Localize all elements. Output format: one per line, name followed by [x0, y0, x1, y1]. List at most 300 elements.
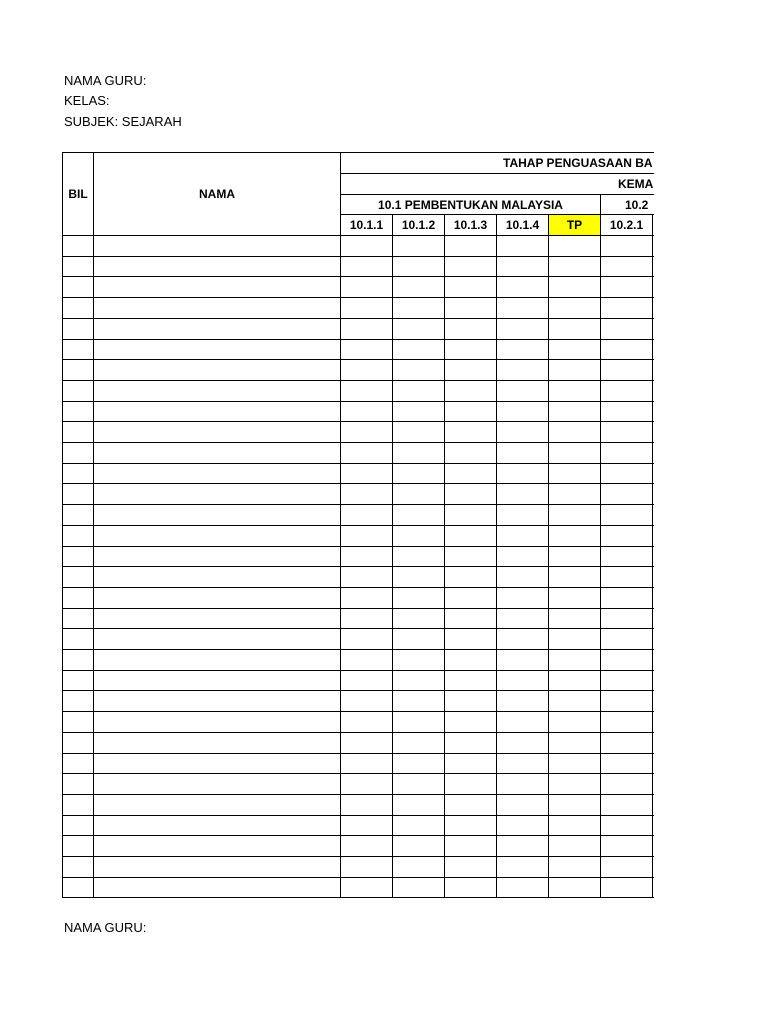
score-cell[interactable]	[496, 546, 549, 567]
bil-cell[interactable]	[62, 711, 94, 733]
score-cell[interactable]	[600, 359, 653, 381]
score-cell[interactable]	[444, 339, 497, 360]
score-cell[interactable]	[496, 483, 549, 505]
nama-cell[interactable]	[93, 483, 341, 505]
score-cell[interactable]	[548, 628, 601, 650]
score-cell[interactable]	[496, 835, 549, 857]
score-cell[interactable]	[444, 753, 497, 774]
nama-cell[interactable]	[93, 297, 341, 319]
score-cell[interactable]	[652, 773, 654, 795]
score-cell[interactable]	[392, 483, 445, 505]
bil-cell[interactable]	[62, 732, 94, 754]
score-cell[interactable]	[600, 546, 653, 567]
score-cell[interactable]	[340, 483, 393, 505]
score-cell[interactable]	[652, 421, 654, 443]
score-cell[interactable]	[548, 566, 601, 588]
score-cell[interactable]	[548, 297, 601, 319]
score-cell[interactable]	[548, 773, 601, 795]
bil-cell[interactable]	[62, 256, 94, 277]
score-cell[interactable]	[652, 401, 654, 422]
score-cell[interactable]	[600, 380, 653, 402]
bil-cell[interactable]	[62, 463, 94, 484]
score-cell[interactable]	[496, 856, 549, 878]
score-cell[interactable]	[652, 504, 654, 526]
score-cell[interactable]	[652, 463, 654, 484]
score-cell[interactable]	[600, 608, 653, 629]
score-cell[interactable]	[548, 877, 601, 898]
score-cell[interactable]	[652, 546, 654, 567]
score-cell[interactable]	[444, 421, 497, 443]
score-cell[interactable]	[444, 566, 497, 588]
score-cell[interactable]	[444, 546, 497, 567]
bil-cell[interactable]	[62, 380, 94, 402]
score-cell[interactable]	[392, 235, 445, 257]
bil-cell[interactable]	[62, 235, 94, 257]
score-cell[interactable]	[600, 318, 653, 340]
score-cell[interactable]	[392, 442, 445, 464]
score-cell[interactable]	[392, 587, 445, 609]
score-cell[interactable]	[496, 339, 549, 360]
bil-cell[interactable]	[62, 276, 94, 298]
score-cell[interactable]	[496, 649, 549, 671]
bil-cell[interactable]	[62, 546, 94, 567]
bil-cell[interactable]	[62, 318, 94, 340]
score-cell[interactable]	[600, 442, 653, 464]
score-cell[interactable]	[392, 608, 445, 629]
score-cell[interactable]	[600, 587, 653, 609]
nama-cell[interactable]	[93, 359, 341, 381]
score-cell[interactable]	[496, 359, 549, 381]
bil-cell[interactable]	[62, 815, 94, 836]
score-cell[interactable]	[340, 297, 393, 319]
score-cell[interactable]	[496, 256, 549, 277]
score-cell[interactable]	[444, 711, 497, 733]
score-cell[interactable]	[496, 670, 549, 691]
score-cell[interactable]	[392, 794, 445, 816]
bil-cell[interactable]	[62, 566, 94, 588]
nama-cell[interactable]	[93, 380, 341, 402]
score-cell[interactable]	[392, 753, 445, 774]
score-cell[interactable]	[652, 483, 654, 505]
score-cell[interactable]	[652, 877, 654, 898]
score-cell[interactable]	[496, 628, 549, 650]
score-cell[interactable]	[600, 649, 653, 671]
score-cell[interactable]	[548, 835, 601, 857]
nama-cell[interactable]	[93, 401, 341, 422]
score-cell[interactable]	[548, 359, 601, 381]
score-cell[interactable]	[444, 608, 497, 629]
nama-cell[interactable]	[93, 815, 341, 836]
score-cell[interactable]	[548, 483, 601, 505]
score-cell[interactable]	[600, 690, 653, 712]
score-cell[interactable]	[600, 256, 653, 277]
score-cell[interactable]	[340, 794, 393, 816]
score-cell[interactable]	[600, 670, 653, 691]
bil-cell[interactable]	[62, 421, 94, 443]
bil-cell[interactable]	[62, 856, 94, 878]
score-cell[interactable]	[600, 525, 653, 547]
score-cell[interactable]	[444, 670, 497, 691]
nama-cell[interactable]	[93, 628, 341, 650]
score-cell[interactable]	[652, 649, 654, 671]
score-cell[interactable]	[548, 525, 601, 547]
score-cell[interactable]	[548, 256, 601, 277]
score-cell[interactable]	[548, 546, 601, 567]
footer-teacher-label: NAMA GURU:	[64, 920, 147, 935]
score-cell[interactable]	[496, 608, 549, 629]
score-cell[interactable]	[496, 877, 549, 898]
score-cell[interactable]	[652, 566, 654, 588]
score-cell[interactable]	[340, 815, 393, 836]
score-cell[interactable]	[444, 815, 497, 836]
score-cell[interactable]	[496, 690, 549, 712]
score-cell[interactable]	[652, 318, 654, 340]
bil-cell[interactable]	[62, 773, 94, 795]
score-cell[interactable]	[600, 504, 653, 526]
score-cell[interactable]	[340, 628, 393, 650]
score-cell[interactable]	[444, 380, 497, 402]
score-cell[interactable]	[652, 670, 654, 691]
score-cell[interactable]	[444, 297, 497, 319]
score-cell[interactable]	[340, 463, 393, 484]
score-cell[interactable]	[600, 566, 653, 588]
bil-cell[interactable]	[62, 587, 94, 609]
score-cell[interactable]	[600, 877, 653, 898]
score-cell[interactable]	[392, 690, 445, 712]
score-cell[interactable]	[496, 297, 549, 319]
score-cell[interactable]	[444, 835, 497, 857]
nama-cell[interactable]	[93, 711, 341, 733]
score-cell[interactable]	[444, 773, 497, 795]
score-cell[interactable]	[496, 401, 549, 422]
nama-cell[interactable]	[93, 649, 341, 671]
nama-cell[interactable]	[93, 794, 341, 816]
nama-cell[interactable]	[93, 670, 341, 691]
score-cell[interactable]	[600, 235, 653, 257]
score-cell[interactable]	[652, 815, 654, 836]
score-cell[interactable]	[548, 339, 601, 360]
score-cell[interactable]	[392, 359, 445, 381]
score-cell[interactable]	[340, 256, 393, 277]
score-cell[interactable]	[496, 732, 549, 754]
score-cell[interactable]	[548, 318, 601, 340]
bil-cell[interactable]	[62, 483, 94, 505]
score-cell[interactable]	[340, 773, 393, 795]
score-cell[interactable]	[392, 401, 445, 422]
score-cell[interactable]	[340, 835, 393, 857]
bil-cell[interactable]	[62, 835, 94, 857]
nama-cell[interactable]	[93, 856, 341, 878]
score-cell[interactable]	[444, 649, 497, 671]
bil-cell[interactable]	[62, 442, 94, 464]
score-cell[interactable]	[340, 504, 393, 526]
score-cell[interactable]	[392, 732, 445, 754]
bil-cell[interactable]	[62, 359, 94, 381]
score-cell[interactable]	[340, 690, 393, 712]
header-bil: BIL	[62, 152, 94, 236]
score-cell[interactable]	[392, 815, 445, 836]
score-cell[interactable]	[652, 235, 654, 257]
score-cell[interactable]	[548, 421, 601, 443]
header-group-1: 10.1 PEMBENTUKAN MALAYSIA	[340, 194, 601, 215]
score-cell[interactable]	[392, 773, 445, 795]
score-cell[interactable]	[652, 380, 654, 402]
bil-cell[interactable]	[62, 690, 94, 712]
bil-cell[interactable]	[62, 753, 94, 774]
score-cell[interactable]	[652, 835, 654, 857]
score-cell[interactable]	[392, 297, 445, 319]
score-cell[interactable]	[392, 421, 445, 443]
score-cell[interactable]	[340, 235, 393, 257]
score-cell[interactable]	[340, 339, 393, 360]
bil-cell[interactable]	[62, 670, 94, 691]
score-cell[interactable]	[652, 587, 654, 609]
score-cell[interactable]	[444, 732, 497, 754]
score-cell[interactable]	[548, 690, 601, 712]
score-cell[interactable]	[600, 773, 653, 795]
nama-cell[interactable]	[93, 463, 341, 484]
score-cell[interactable]	[548, 732, 601, 754]
score-cell[interactable]	[600, 401, 653, 422]
score-cell[interactable]	[392, 835, 445, 857]
bil-cell[interactable]	[62, 504, 94, 526]
bil-cell[interactable]	[62, 297, 94, 319]
nama-cell[interactable]	[93, 732, 341, 754]
nama-cell[interactable]	[93, 525, 341, 547]
score-cell[interactable]	[548, 401, 601, 422]
subheader-tp: TP	[548, 214, 601, 236]
score-cell[interactable]	[652, 359, 654, 381]
score-cell[interactable]	[548, 711, 601, 733]
subheader-10-1-1: 10.1.1	[340, 214, 393, 236]
score-cell[interactable]	[548, 463, 601, 484]
header-subtitle: KEMA	[340, 173, 654, 195]
score-cell[interactable]	[652, 442, 654, 464]
score-cell[interactable]	[600, 815, 653, 836]
subheader-10-1-4: 10.1.4	[496, 214, 549, 236]
score-cell[interactable]	[392, 339, 445, 360]
score-cell[interactable]	[652, 297, 654, 319]
score-cell[interactable]	[340, 525, 393, 547]
nama-cell[interactable]	[93, 587, 341, 609]
score-cell[interactable]	[444, 318, 497, 340]
bil-cell[interactable]	[62, 608, 94, 629]
score-cell[interactable]	[340, 670, 393, 691]
score-cell[interactable]	[600, 711, 653, 733]
score-cell[interactable]	[652, 753, 654, 774]
score-cell[interactable]	[652, 256, 654, 277]
bil-cell[interactable]	[62, 525, 94, 547]
score-cell[interactable]	[340, 856, 393, 878]
nama-cell[interactable]	[93, 690, 341, 712]
score-cell[interactable]	[600, 421, 653, 443]
score-cell[interactable]	[496, 463, 549, 484]
score-cell[interactable]	[392, 877, 445, 898]
nama-cell[interactable]	[93, 546, 341, 567]
score-cell[interactable]	[600, 794, 653, 816]
nama-cell[interactable]	[93, 339, 341, 360]
score-cell[interactable]	[340, 608, 393, 629]
score-cell[interactable]	[600, 732, 653, 754]
score-cell[interactable]	[340, 711, 393, 733]
score-cell[interactable]	[548, 380, 601, 402]
nama-cell[interactable]	[93, 318, 341, 340]
score-cell[interactable]	[340, 732, 393, 754]
score-cell[interactable]	[496, 525, 549, 547]
score-cell[interactable]	[496, 276, 549, 298]
bil-cell[interactable]	[62, 794, 94, 816]
score-cell[interactable]	[444, 877, 497, 898]
score-cell[interactable]	[392, 256, 445, 277]
score-cell[interactable]	[444, 794, 497, 816]
score-cell[interactable]	[548, 504, 601, 526]
score-cell[interactable]	[444, 856, 497, 878]
score-cell[interactable]	[444, 276, 497, 298]
class-label: KELAS:	[64, 93, 110, 108]
nama-cell[interactable]	[93, 442, 341, 464]
score-cell[interactable]	[444, 690, 497, 712]
score-cell[interactable]	[340, 546, 393, 567]
score-cell[interactable]	[496, 815, 549, 836]
score-cell[interactable]	[392, 525, 445, 547]
nama-cell[interactable]	[93, 835, 341, 857]
score-cell[interactable]	[652, 628, 654, 650]
score-cell[interactable]	[340, 877, 393, 898]
score-cell[interactable]	[600, 856, 653, 878]
score-cell[interactable]	[444, 401, 497, 422]
score-cell[interactable]	[652, 608, 654, 629]
score-cell[interactable]	[340, 401, 393, 422]
score-cell[interactable]	[392, 566, 445, 588]
score-cell[interactable]	[496, 442, 549, 464]
subject-label: SUBJEK: SEJARAH	[64, 114, 182, 129]
score-cell[interactable]	[496, 566, 549, 588]
header-nama: NAMA	[93, 152, 341, 236]
score-cell[interactable]	[392, 463, 445, 484]
score-cell[interactable]	[652, 794, 654, 816]
score-cell[interactable]	[652, 276, 654, 298]
score-cell[interactable]	[496, 794, 549, 816]
score-cell[interactable]	[496, 235, 549, 257]
nama-cell[interactable]	[93, 235, 341, 257]
score-cell[interactable]	[548, 670, 601, 691]
score-cell[interactable]	[652, 690, 654, 712]
score-cell[interactable]	[444, 463, 497, 484]
nama-cell[interactable]	[93, 566, 341, 588]
nama-cell[interactable]	[93, 256, 341, 277]
score-cell[interactable]	[340, 566, 393, 588]
score-cell[interactable]	[600, 297, 653, 319]
score-cell[interactable]	[444, 525, 497, 547]
score-cell[interactable]	[340, 276, 393, 298]
nama-cell[interactable]	[93, 877, 341, 898]
score-cell[interactable]	[496, 711, 549, 733]
nama-cell[interactable]	[93, 608, 341, 629]
score-cell[interactable]	[392, 546, 445, 567]
score-cell[interactable]	[496, 587, 549, 609]
score-cell[interactable]	[392, 649, 445, 671]
score-cell[interactable]	[652, 711, 654, 733]
nama-cell[interactable]	[93, 773, 341, 795]
score-cell[interactable]	[392, 628, 445, 650]
score-cell[interactable]	[496, 753, 549, 774]
score-cell[interactable]	[340, 421, 393, 443]
bil-cell[interactable]	[62, 628, 94, 650]
score-cell[interactable]	[600, 276, 653, 298]
score-cell[interactable]	[392, 380, 445, 402]
nama-cell[interactable]	[93, 421, 341, 443]
score-cell[interactable]	[340, 318, 393, 340]
score-cell[interactable]	[444, 587, 497, 609]
score-cell[interactable]	[444, 235, 497, 257]
score-cell[interactable]	[444, 256, 497, 277]
score-cell[interactable]	[392, 318, 445, 340]
score-cell[interactable]	[548, 794, 601, 816]
score-cell[interactable]	[652, 856, 654, 878]
score-cell[interactable]	[340, 442, 393, 464]
score-cell[interactable]	[652, 732, 654, 754]
bil-cell[interactable]	[62, 339, 94, 360]
score-cell[interactable]	[496, 504, 549, 526]
score-cell[interactable]	[548, 815, 601, 836]
score-cell[interactable]	[392, 711, 445, 733]
score-cell[interactable]	[444, 442, 497, 464]
score-cell[interactable]	[548, 587, 601, 609]
score-cell[interactable]	[392, 276, 445, 298]
score-cell[interactable]	[392, 504, 445, 526]
score-cell[interactable]	[392, 670, 445, 691]
score-cell[interactable]	[548, 276, 601, 298]
score-cell[interactable]	[340, 753, 393, 774]
nama-cell[interactable]	[93, 276, 341, 298]
score-cell[interactable]	[548, 608, 601, 629]
bil-cell[interactable]	[62, 649, 94, 671]
score-cell[interactable]	[600, 483, 653, 505]
score-cell[interactable]	[444, 628, 497, 650]
score-cell[interactable]	[548, 856, 601, 878]
score-cell[interactable]	[340, 649, 393, 671]
score-cell[interactable]	[496, 318, 549, 340]
score-cell[interactable]	[444, 359, 497, 381]
score-cell[interactable]	[496, 773, 549, 795]
score-cell[interactable]	[652, 339, 654, 360]
nama-cell[interactable]	[93, 504, 341, 526]
score-cell[interactable]	[340, 380, 393, 402]
score-cell[interactable]	[340, 587, 393, 609]
table-grid	[62, 152, 654, 897]
score-cell[interactable]	[548, 442, 601, 464]
assessment-table	[62, 152, 654, 898]
score-cell[interactable]	[496, 421, 549, 443]
score-cell[interactable]	[392, 856, 445, 878]
score-cell[interactable]	[600, 835, 653, 857]
score-cell[interactable]	[548, 753, 601, 774]
nama-cell[interactable]	[93, 753, 341, 774]
score-cell[interactable]	[652, 525, 654, 547]
score-cell[interactable]	[600, 753, 653, 774]
bil-cell[interactable]	[62, 401, 94, 422]
score-cell[interactable]	[548, 235, 601, 257]
score-cell[interactable]	[600, 463, 653, 484]
score-cell[interactable]	[600, 339, 653, 360]
score-cell[interactable]	[340, 359, 393, 381]
score-cell[interactable]	[548, 649, 601, 671]
score-cell[interactable]	[496, 380, 549, 402]
score-cell[interactable]	[600, 628, 653, 650]
score-cell[interactable]	[444, 504, 497, 526]
bil-cell[interactable]	[62, 877, 94, 898]
score-cell[interactable]	[444, 483, 497, 505]
